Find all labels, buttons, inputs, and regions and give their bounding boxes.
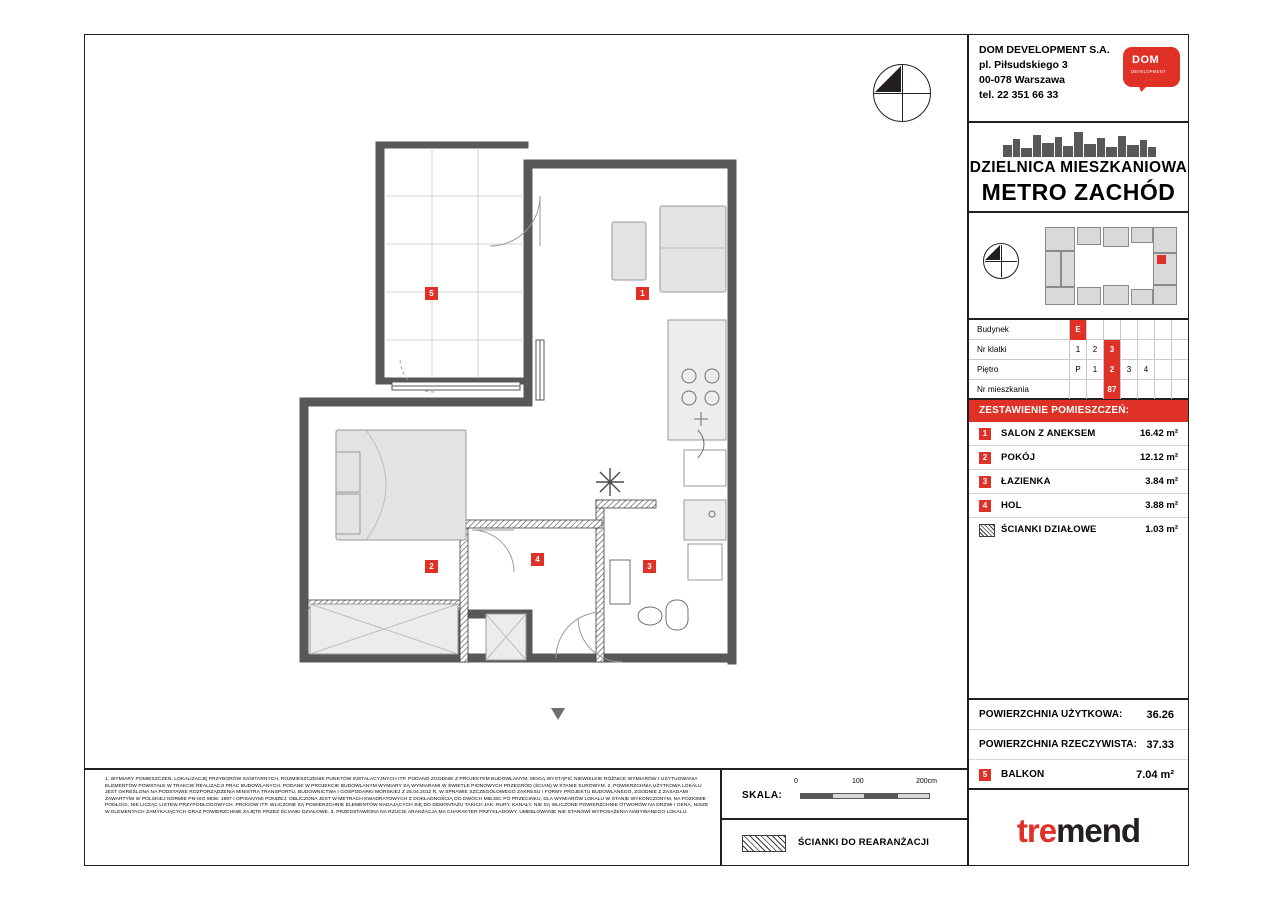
cell-empty[interactable] [1171,360,1188,380]
scale-label: SKALA: [742,790,783,801]
balcony-label: BALKON [1001,769,1045,780]
hatch-swatch-icon [742,835,786,852]
building-row-klatka [969,340,1188,360]
cell-empty[interactable] [1137,340,1154,360]
developer-header [968,34,1189,122]
cell-1[interactable]: 1 [1086,360,1103,380]
estate-line-2: METRO ZACHÓD [981,179,1176,205]
cell-empty[interactable] [1137,320,1154,340]
room-row-3 [969,470,1188,494]
room-area: 3.88 m² [1145,500,1178,511]
scale-tick-labels: 0 100 200cm [794,778,938,785]
room-schedule-title: ZESTAWIENIE POMIESZCZEŃ: [969,400,1188,422]
real-area-row [969,730,1188,760]
compass-north-icon [873,64,931,122]
cell-2[interactable]: 2 [1086,340,1103,360]
cell-empty[interactable] [1120,380,1137,400]
room-name: ŁAZIENKA [1001,476,1051,487]
developer-address-block [979,43,1110,103]
room-row-4 [969,494,1188,518]
room-tag-5: 5 [425,287,438,300]
room-schedule [968,399,1189,699]
room-row-partitions [969,518,1188,542]
room-name: SALON Z ANEKSEM [1001,428,1096,439]
area-summary [968,699,1189,789]
building-row-mieszkanie [969,380,1188,400]
cell-empty[interactable] [1154,320,1171,340]
room-number-badge: 4 [979,500,991,512]
legal-notes-text: 1. WYMIARY POMIESZCZEŃ, LOKALIZACJĘ PRZYBORÓW SANITARNYCH, ROZMIESZCZENIE PUNKTÓW INSTALACYJNYCH ITP. PODANO ZGODNIE Z PROJEKTEM BUDOWLANYM. MOGĄ WYSTĄPIĆ NIEWIELKIE RÓŻNICE WYMIARÓW I USYTUOWANIA ELEMENTÓW POWSTAŁE W TRAKCIE REALIZACJI PRAC BUDOWLANYCH. PODANE W PROJEKCIE BUDOWLANYM WYMIARY SĄ WYMIARAMI W ŚWIETLE PIONOWYCH PRZEGRÓD (ŚCIAN) W STANIE SUROWYM. 2. POWIERZCHNIA UŻYTKOWA LOKALU JEST OKREŚLONA NA PODSTAWIE ROZPORZĄDZENIA MINISTRA TRANSPORTU, BUDOWNICTWA I GOSPODARKI MORSKIEJ Z 25.04.2012 R. W SPRAWIE SZCZEGÓŁOWEGO ZAKRESU I FORMY PROJEKTU BUDOWLANEGO, ZGODNIE Z ZASADAMI ZAWARTYMI W POLSKIEJ NORMIE PN-ISO 9836: 1997 I OPISANYMI PONIŻEJ. OBLICZONA JEST W METRACH KWADRATOWYCH Z DOKŁADNOŚCIĄ DO DWÓCH MIEJSC PO PRZECINKU, DLA WYMIARÓW LOKALU W STANIE WYKOŃCZONYM, NA POZIOMIE PODŁOGI, NIE LICZĄC LISTEW PRZYPODŁOGOWYCH, PROGÓW ITP. WLICZONE SĄ POWIERZCHNIE ELEMENTÓW NADAJĄCYCH SIĘ DO DEMONTAŻU TAKICH JAK: RURY, KANAŁY. NIE SĄ WLICZONE POWIERZCHNIE OTWORÓW NA DRZWI I OKNA, NISZE W ELEMENTACH ZAMYKAJĄCYCH ORAZ POWIERZCHNIE ZAJĘTE PRZEZ ŚCIANKI DZIAŁOWE. 3. PRZEDSTAWIONA NA RZUCIE ARANŻACJA MA CHARAKTER PRZYKŁADOWY, UMEBLOWANIE NIE STANOWI WYPOSAŻENIA NABYWANEGO LOKALU. [105,777,709,815]
cell-E[interactable]: E [1069,320,1086,340]
real-area-value: 37.33 [1146,739,1174,751]
room-name: POKÓJ [1001,452,1036,463]
room-area: 16.42 m² [1139,428,1178,439]
cell-4[interactable]: 4 [1137,360,1154,380]
apartment-cells [1069,380,1188,400]
room-area: 3.84 m² [1145,476,1178,487]
room-number-badge: 1 [979,428,991,440]
developer-address-1: pl. Piłsudskiego 3 [979,59,1068,71]
skyline-icon [1003,131,1156,157]
room-row-1 [969,422,1188,446]
cell-empty[interactable] [1086,320,1103,340]
cell-empty[interactable] [1171,320,1188,340]
cell-empty[interactable] [1120,340,1137,360]
room-number-badge: 3 [979,476,991,488]
cell-empty[interactable] [1137,380,1154,400]
room-row-2 [969,446,1188,470]
partition-hatch-icon [979,524,995,537]
developer-company: DOM DEVELOPMENT S.A. [979,44,1110,56]
cell-empty[interactable] [1154,340,1171,360]
tremend-logo-accent: tre [1016,812,1057,849]
dom-development-logo [1123,47,1180,87]
cell-1[interactable]: 1 [1069,340,1086,360]
key-compass-icon [983,243,1019,279]
staircase-cells [1069,340,1188,360]
real-area-label: POWIERZCHNIA RZECZYWISTA: [979,739,1138,750]
usable-area-value: 36.26 [1146,709,1174,721]
room-name: HOL [1001,500,1022,511]
room-tag-4: 4 [531,553,544,566]
room-tag-1: 1 [636,287,649,300]
cell-empty[interactable] [1086,380,1103,400]
row-label: Budynek [977,325,1009,334]
cell-2[interactable]: 2 [1103,360,1120,380]
dom-logo-main: DOM [1132,54,1160,66]
room-tag-2: 2 [425,560,438,573]
cell-3[interactable]: 3 [1120,360,1137,380]
balcony-value: 7.04 m² [1136,769,1174,781]
cell-empty[interactable] [1069,380,1086,400]
cell-empty[interactable] [1120,320,1137,340]
floor-cells [1069,360,1188,380]
cell-empty[interactable] [1171,340,1188,360]
estate-line-1: DZIELNICA MIESZKANIOWA [969,159,1188,176]
cell-P[interactable]: P [1069,360,1086,380]
plan-drawing-frame [84,34,968,769]
cell-empty[interactable] [1154,360,1171,380]
key-plan-highlight [1157,255,1166,264]
building-info-table [968,319,1189,399]
row-label: Nr klatki [977,345,1007,354]
key-plan-map [1041,227,1177,305]
usable-area-row [969,700,1188,730]
cell-empty[interactable] [1154,380,1171,400]
dom-logo-sub: DEVELOPMENT [1131,69,1166,74]
developer-phone: tel. 22 351 66 33 [979,89,1059,101]
balcony-row [969,760,1188,790]
rearrangeable-walls-label: ŚCIANKI DO REARANŻACJI [798,837,930,848]
room-area: 1.03 m² [1145,524,1178,535]
room-tag-3: 3 [643,560,656,573]
building-table-body [969,320,1188,398]
usable-area-label: POWIERZCHNIA UŻYTKOWA: [979,709,1123,720]
legal-notes-frame [84,769,721,866]
scale-frame [721,769,968,819]
rearrangeable-walls-legend [721,819,968,866]
row-label: Nr mieszkania [977,385,1029,394]
room-number-badge: 2 [979,452,991,464]
key-plan-frame [968,212,1189,319]
tremend-logo-rest: mend [1056,812,1141,849]
building-row-pietro [969,360,1188,380]
row-label: Piętro [977,365,999,374]
estate-logo-block [968,122,1189,212]
room-name: ŚCIANKI DZIAŁOWE [1001,524,1097,535]
tremend-logo [969,812,1188,850]
balcony-number-badge: 5 [979,769,991,781]
tremend-logo-frame [968,789,1189,866]
cell-empty[interactable] [1171,380,1188,400]
cell-3[interactable]: 3 [1103,340,1120,360]
developer-address-2: 00-078 Warszawa [979,74,1065,86]
room-area: 12.12 m² [1139,452,1178,463]
cell-empty[interactable] [1103,320,1120,340]
building-cells [1069,320,1188,340]
scale-bar [800,793,930,799]
building-row-budynek [969,320,1188,340]
cell-apartment-number[interactable]: 87 [1103,380,1120,400]
